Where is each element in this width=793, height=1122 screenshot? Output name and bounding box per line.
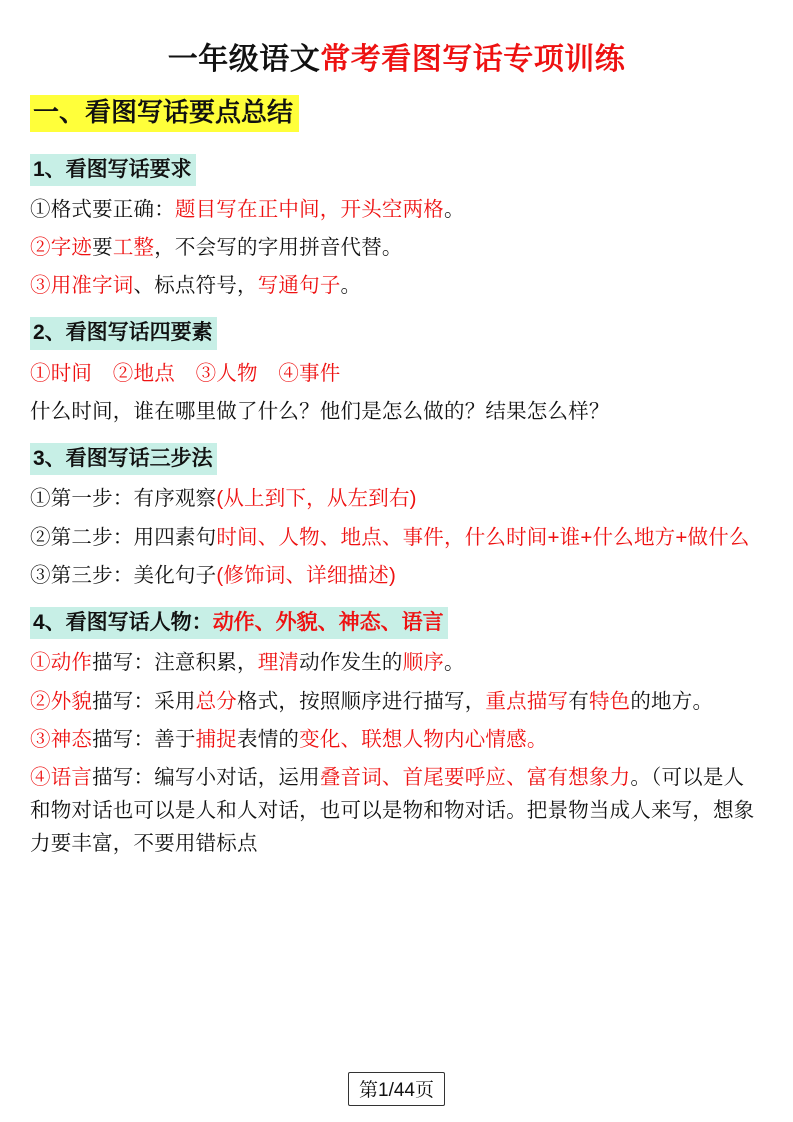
item-1-3-tail: 。 <box>340 274 362 298</box>
item-4-1-marker: ① <box>30 651 51 675</box>
list-item <box>30 761 763 861</box>
item-4-3-mid-1: 描写：善于 <box>92 727 196 751</box>
item-4-3-mid-2: 表情的 <box>237 727 300 751</box>
item-4-1-mid-1: 描写：注意积累， <box>92 651 258 675</box>
item-4-1-tail: 。 <box>444 651 465 675</box>
section-heading-1: 一、看图写话要点总结 <box>30 95 299 132</box>
item-4-2-tail: 的地方。 <box>630 689 714 713</box>
item-4-3-marker: ③ <box>30 727 51 751</box>
item-4-4-emphasis-1: 语言 <box>50 765 93 789</box>
item-4-2-marker: ② <box>30 689 51 713</box>
item-1-2-marker: ② <box>30 236 51 259</box>
step-2-label: ②第二步：用四素句 <box>30 525 217 549</box>
subheading-wrap-3 <box>30 433 763 477</box>
subheading-3: 3、看图写话三步法 <box>30 443 217 475</box>
item-1-1-tail: 。 <box>444 197 465 221</box>
item-4-1-emphasis-3: 顺序 <box>402 651 445 675</box>
step-2-emphasis: 时间、人物、地点、事件，什么时间+谁+什么地方+做什么 <box>216 525 750 549</box>
item-4-4-marker: ④ <box>30 765 51 789</box>
subheading-wrap-2 <box>30 307 763 351</box>
step-3-label: ③第三步：美化句子 <box>30 563 217 587</box>
item-1-1-prefix: ①格式要正确： <box>30 197 175 221</box>
item-1-3-marker: ③ <box>30 274 51 298</box>
page-title-highlight: 常考看图写话专项训练 <box>320 43 626 76</box>
list-item <box>30 193 763 226</box>
item-1-3-emphasis-1: 用准字词 <box>50 274 134 298</box>
item-1-2-mid: 要 <box>92 236 113 259</box>
subheading-1: 1、看图写话要求 <box>30 154 196 186</box>
item-1-2-emphasis-2: 工整 <box>112 236 155 259</box>
item-4-2-emphasis-3: 重点描写 <box>485 689 569 713</box>
four-elements-question: 什么时间，谁在哪里做了什么？他们是怎么做的？结果怎么样？ <box>30 399 610 423</box>
item-4-2-mid-1: 描写：采用 <box>92 689 196 713</box>
subheading-wrap-1 <box>30 144 763 188</box>
item-4-2-emphasis-2: 总分 <box>195 689 238 713</box>
step-1-emphasis: (从上到下，从左到右) <box>216 487 417 511</box>
list-item <box>30 482 763 515</box>
subheading-2: 2、看图写话四要素 <box>30 317 217 349</box>
item-1-3-emphasis-2: 写通句子 <box>257 274 341 298</box>
item-4-1-mid-2: 动作发生的 <box>299 651 403 675</box>
item-4-2-mid-3: 有 <box>568 689 589 713</box>
item-4-3-emphasis-2: 捕捉 <box>195 727 238 751</box>
list-item <box>30 521 763 554</box>
subheading-4-prefix: 4、看图写话人物： <box>33 611 213 635</box>
item-1-3-mid: 、标点符号， <box>133 274 258 298</box>
item-4-1-emphasis-2: 理清 <box>257 651 300 675</box>
item-4-2-mid-2: 格式，按照顺序进行描写， <box>237 689 486 713</box>
list-item <box>30 646 763 679</box>
item-1-2-emphasis-1: 字迹 <box>50 236 93 259</box>
list-item <box>30 685 763 718</box>
item-4-3-emphasis-3: 变化、联想人物内心情感。 <box>299 727 548 751</box>
list-item <box>30 231 763 264</box>
page-title <box>30 40 763 79</box>
subheading-4 <box>30 607 448 639</box>
step-3-emphasis: (修饰词、详细描述) <box>216 563 396 587</box>
item-4-1-emphasis-1: 动作 <box>50 651 93 675</box>
item-4-2-emphasis-1: 外貌 <box>50 689 93 713</box>
item-4-4-tail: 。（可以是人和物对话也可以是人和人对话，也可以是物和物对话。把景物当成人来写，想象力要丰富，不要用错标点 <box>30 765 755 856</box>
section-heading-wrap <box>30 93 763 144</box>
list-item <box>30 559 763 592</box>
list-item <box>30 269 763 302</box>
item-1-2-tail: ，不会写的字用拼音代替。 <box>154 236 403 259</box>
page-number: 第1/44页 <box>348 1072 445 1106</box>
page-footer <box>0 1072 793 1106</box>
four-elements-line: ①时间 ②地点 ③人物 ④事件 <box>30 361 341 385</box>
page-title-prefix: 一年级语文 <box>167 43 321 76</box>
subheading-4-emphasis: 动作、外貌、神态、语言 <box>212 611 444 635</box>
item-1-1-emphasis: 题目写在正中间，开头空两格 <box>174 197 445 221</box>
list-item <box>30 723 763 756</box>
subheading-wrap-4 <box>30 597 763 641</box>
item-4-4-mid-1: 描写：编写小对话，运用 <box>92 765 320 789</box>
step-1-label: ①第一步：有序观察 <box>30 487 217 511</box>
item-4-2-emphasis-4: 特色 <box>588 689 631 713</box>
item-4-3-emphasis-1: 神态 <box>50 727 93 751</box>
item-4-4-emphasis-2: 叠音词、首尾要呼应、富有想象力 <box>319 765 631 789</box>
